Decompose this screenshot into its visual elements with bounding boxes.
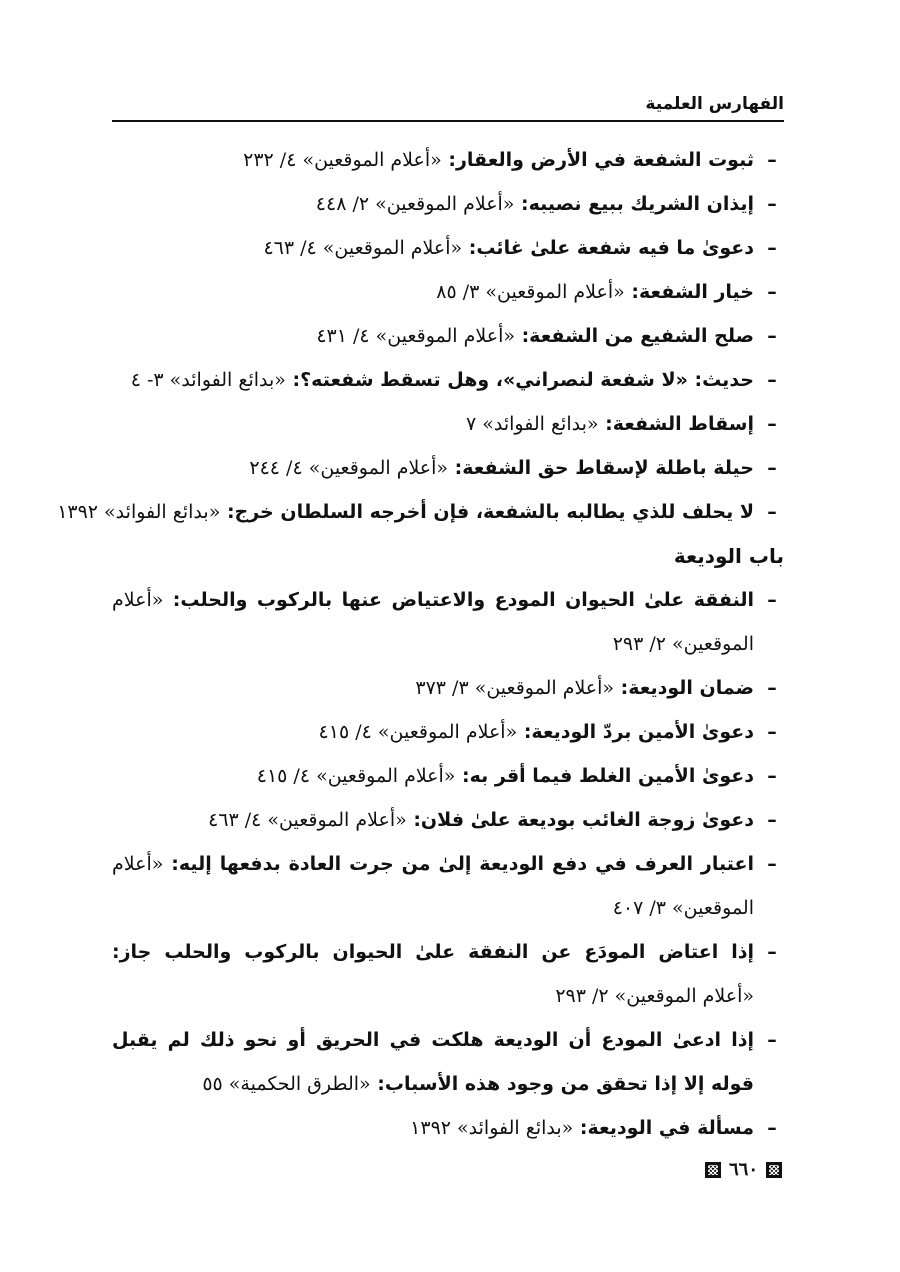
ornament-icon [705,1162,721,1178]
dash-marker: – [767,589,777,611]
index-entry [112,446,784,490]
ornament-icon [766,1162,782,1178]
entry-source: «بدائع الفوائد» ٧ [465,413,599,435]
entry-source: «بدائع الفوائد» ١٣٩٢ [410,1117,574,1139]
entry-topic: لا يحلف للذي يطالبه بالشفعة، فإن أخرجه السلطان خرج: [220,501,754,523]
index-entry [112,1106,784,1150]
entry-topic: دعوىٰ زوجة الغائب بوديعة علىٰ فلان: [406,809,754,831]
index-entry [112,798,784,842]
index-entry [112,1018,784,1106]
entry-topic: حيلة باطلة لإسقاط حق الشفعة: [448,457,754,479]
index-entry [112,578,784,666]
index-entry [112,138,784,182]
dash-marker: – [767,721,777,743]
entry-source: «أعلام الموقعين» ٤/ ٤١٥ [256,765,456,787]
entry-topic: دعوىٰ الأمين بردّ الوديعة: [517,721,754,743]
index-entry [112,358,784,402]
entry-source: «الطرق الحكمية» ٥٥ [202,1073,371,1095]
dash-marker: – [767,501,777,523]
header-title: الفهارس العلمية [645,94,784,114]
dash-marker: – [767,1117,777,1139]
entry-source: «أعلام الموقعين» ٤/ ٤٣١ [316,325,515,347]
entry-topic: دعوىٰ ما فيه شفعة علىٰ غائب: [462,237,754,259]
entry-topic: إيذان الشريك ببيع نصيبه: [514,193,754,215]
dash-marker: – [767,149,777,171]
index-entry [112,842,784,930]
entry-topic: ضمان الوديعة: [614,677,754,699]
entry-source: «بدائع الفوائد» ٣- ٤ [130,369,286,391]
entry-topic: خيار الشفعة: [624,281,754,303]
dash-marker: – [767,853,777,875]
entry-source: «أعلام الموقعين» ٣/ ٣٧٣ [415,677,615,699]
dash-marker: – [767,281,777,303]
index-entry [57,490,784,534]
entry-source: «أعلام الموقعين» ٤/ ٤٦٣ [208,809,407,831]
entry-topic: ثبوت الشفعة في الأرض والعقار: [441,149,754,171]
running-header [112,92,784,122]
index-entry [112,182,784,226]
entry-source: «أعلام الموقعين» ٢/ ٢٩٣ [112,589,754,655]
entry-topic: حديث: «لا شفعة لنصراني»، وهل تسقط شفعته؟: [285,369,754,391]
entry-topic: دعوىٰ الأمين الغلط فيما أقر به: [455,765,754,787]
entry-topic: إذا ادعىٰ المودع أن الوديعة هلكت في الحريق أو نحو ذلك لم يقبل قوله إلا إذا تحقق من وجود هذه الأسباب: [112,1029,754,1095]
entry-topic: إسقاط الشفعة: [598,413,754,435]
dash-marker: – [767,413,777,435]
section-heading: باب الوديعة [673,544,784,568]
index-entry [112,402,784,446]
entry-source: «أعلام الموقعين» ٢/ ٤٤٨ [315,193,515,215]
entry-source: «أعلام الموقعين» ٢/ ٢٩٣ [555,985,754,1007]
entry-source: «أعلام الموقعين» ٤/ ٤١٥ [318,721,518,743]
entry-topic: مسألة في الوديعة: [573,1117,754,1139]
index-entry [112,754,784,798]
entry-topic: النفقة علىٰ الحيوان المودع والاعتياض عنها بالركوب والحلب: [163,589,754,611]
entry-source: «أعلام الموقعين» ٤/ ٤٦٣ [263,237,463,259]
entry-topic: إذا اعتاض المودَع عن النفقة علىٰ الحيوان بالركوب والحلب جاز: [112,941,754,963]
index-entry [112,314,784,358]
dash-marker: – [767,237,777,259]
dash-marker: – [767,941,777,963]
page-number: ٦٦٠ [728,1159,758,1180]
page-footer [705,1156,782,1184]
entry-source: «أعلام الموقعين» ٣/ ٤٠٧ [112,853,754,919]
dash-marker: – [767,369,777,391]
entry-source: «أعلام الموقعين» ٣/ ٨٥ [436,281,625,303]
index-entry [112,270,784,314]
entry-source: «أعلام الموقعين» ٤/ ٢٣٢ [243,149,442,171]
entry-source: «بدائع الفوائد» ١٣٩٢ [57,501,221,523]
dash-marker: – [767,1029,777,1051]
entry-source: «أعلام الموقعين» ٤/ ٢٤٤ [249,457,449,479]
dash-marker: – [767,325,777,347]
index-entry [112,666,784,710]
index-entry [112,710,784,754]
entry-topic: صلح الشفيع من الشفعة: [514,325,754,347]
entry-topic: اعتبار العرف في دفع الوديعة إلىٰ من جرت العادة بدفعها إليه: [163,853,754,875]
index-list [57,138,784,1150]
index-entry [112,930,784,1018]
dash-marker: – [767,457,777,479]
dash-marker: – [767,677,777,699]
dash-marker: – [767,765,777,787]
dash-marker: – [767,193,777,215]
index-entry [112,226,784,270]
dash-marker: – [767,809,777,831]
